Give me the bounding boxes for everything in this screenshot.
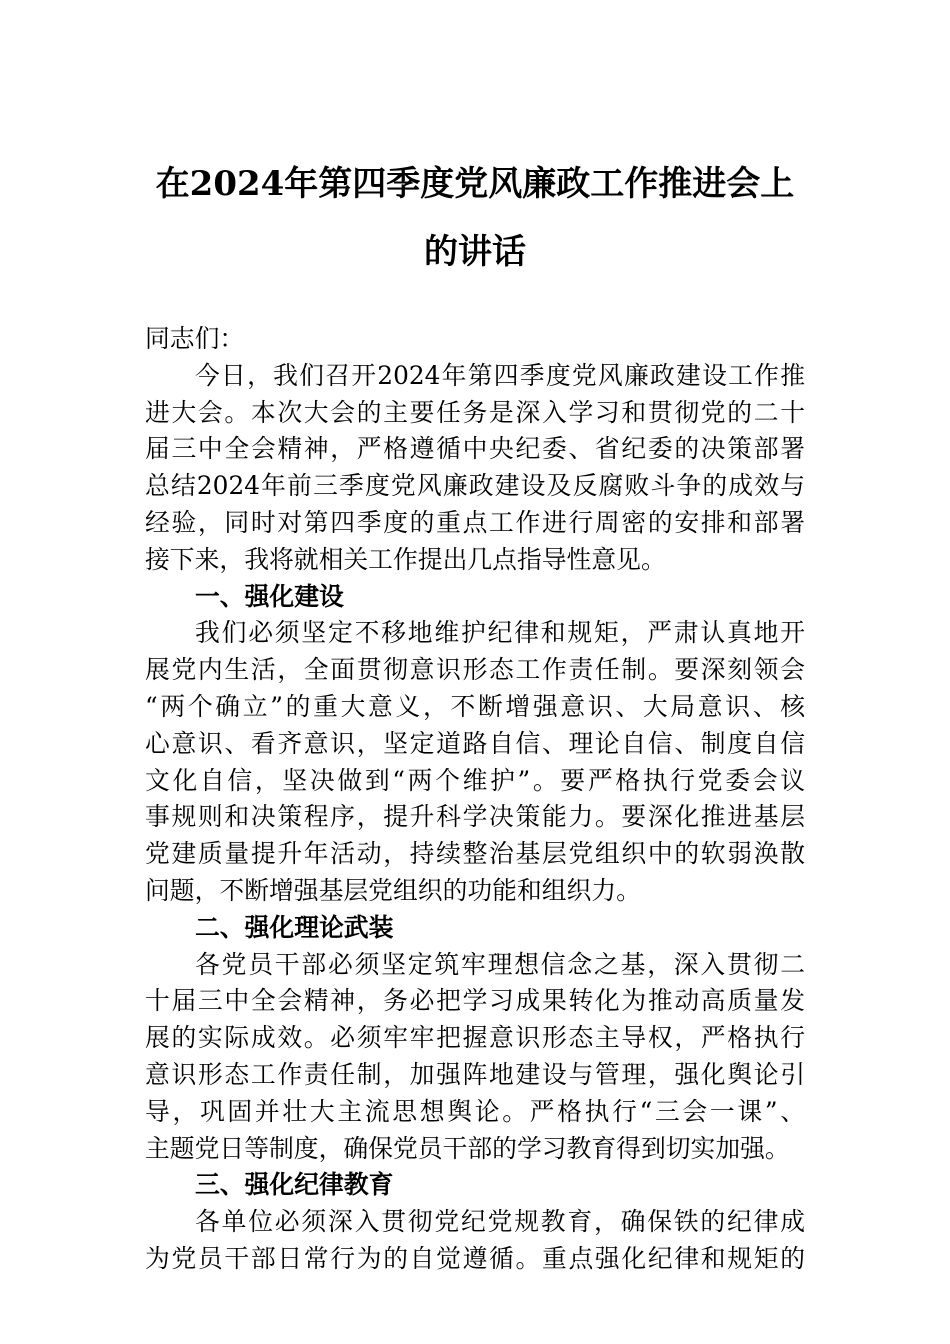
paragraph-line: 党建质量提升年活动，持续整治基层党组织中的软弱涣散 (145, 839, 805, 869)
paragraph-line: 十届三中全会精神，务必把学习成果转化为推动高质量发 (145, 986, 805, 1016)
paragraph-line: 经验，同时对第四季度的重点工作进行周密的安排和部署 (145, 507, 805, 537)
paragraph-line: 届三中全会精神，严格遵循中央纪委、省纪委的决策部署 (145, 434, 805, 464)
section-heading: 一、强化建设 (195, 581, 344, 611)
paragraph-line: 总结2024年前三季度党风廉政建设及反腐败斗争的成效与 (145, 471, 805, 501)
paragraph-line: 文化自信，坚决做到“两个维护”。要严格执行党委会议 (145, 765, 805, 795)
paragraph-line: 展党内生活，全面贯彻意识形态工作责任制。要深刻领会 (145, 655, 805, 685)
salutation: 同志们： (145, 324, 245, 353)
paragraph-first-line: 各党员干部必须坚定筑牢理想信念之基，深入贯彻二 (195, 949, 805, 979)
paragraph-first-line: 各单位必须深入贯彻党纪党规教育，确保铁的纪律成 (195, 1207, 805, 1237)
paragraph-last-line: 接下来，我将就相关工作提出几点指导性意见。 (145, 544, 666, 574)
paragraph-line: 为党员干部日常行为的自觉遵循。重点强化纪律和规矩的 (145, 1243, 805, 1273)
paragraph-last-line: 主题党日等制度，确保党员干部的学习教育得到切实加强。 (145, 1133, 790, 1163)
paragraph-line: 意识形态工作责任制，加强阵地建设与管理，强化舆论引 (145, 1059, 805, 1089)
paragraph-last-line: 问题，不断增强基层党组织的功能和组织力。 (145, 875, 641, 905)
paragraph-line: 事规则和决策程序，提升科学决策能力。要深化推进基层 (145, 802, 805, 832)
section-heading: 三、强化纪律教育 (195, 1170, 394, 1200)
paragraph-line: 心意识、看齐意识，坚定道路自信、理论自信、制度自信 (145, 728, 805, 758)
paragraph-first-line: 今日，我们召开2024年第四季度党风廉政建设工作推 (195, 360, 805, 390)
paragraph-line: “两个确立”的重大意义，不断增强意识、大局意识、核 (145, 691, 805, 721)
paragraph-line: 进大会。本次大会的主要任务是深入学习和贯彻党的二十 (145, 397, 805, 427)
paragraph-line: 展的实际成效。必须牢牢把握意识形态主导权，严格执行 (145, 1023, 805, 1053)
paragraph-line: 导，巩固并壮大主流思想舆论。严格执行“三会一课”、 (145, 1096, 805, 1126)
paragraph-first-line: 我们必须坚定不移地维护纪律和规矩，严肃认真地开 (195, 618, 805, 648)
section-heading: 二、强化理论武装 (195, 912, 394, 942)
document-title-line-2: 的讲话 (424, 232, 526, 272)
document-title-line-1: 在2024年第四季度党风廉政工作推进会上 (155, 164, 795, 204)
document-body (145, 321, 805, 1278)
